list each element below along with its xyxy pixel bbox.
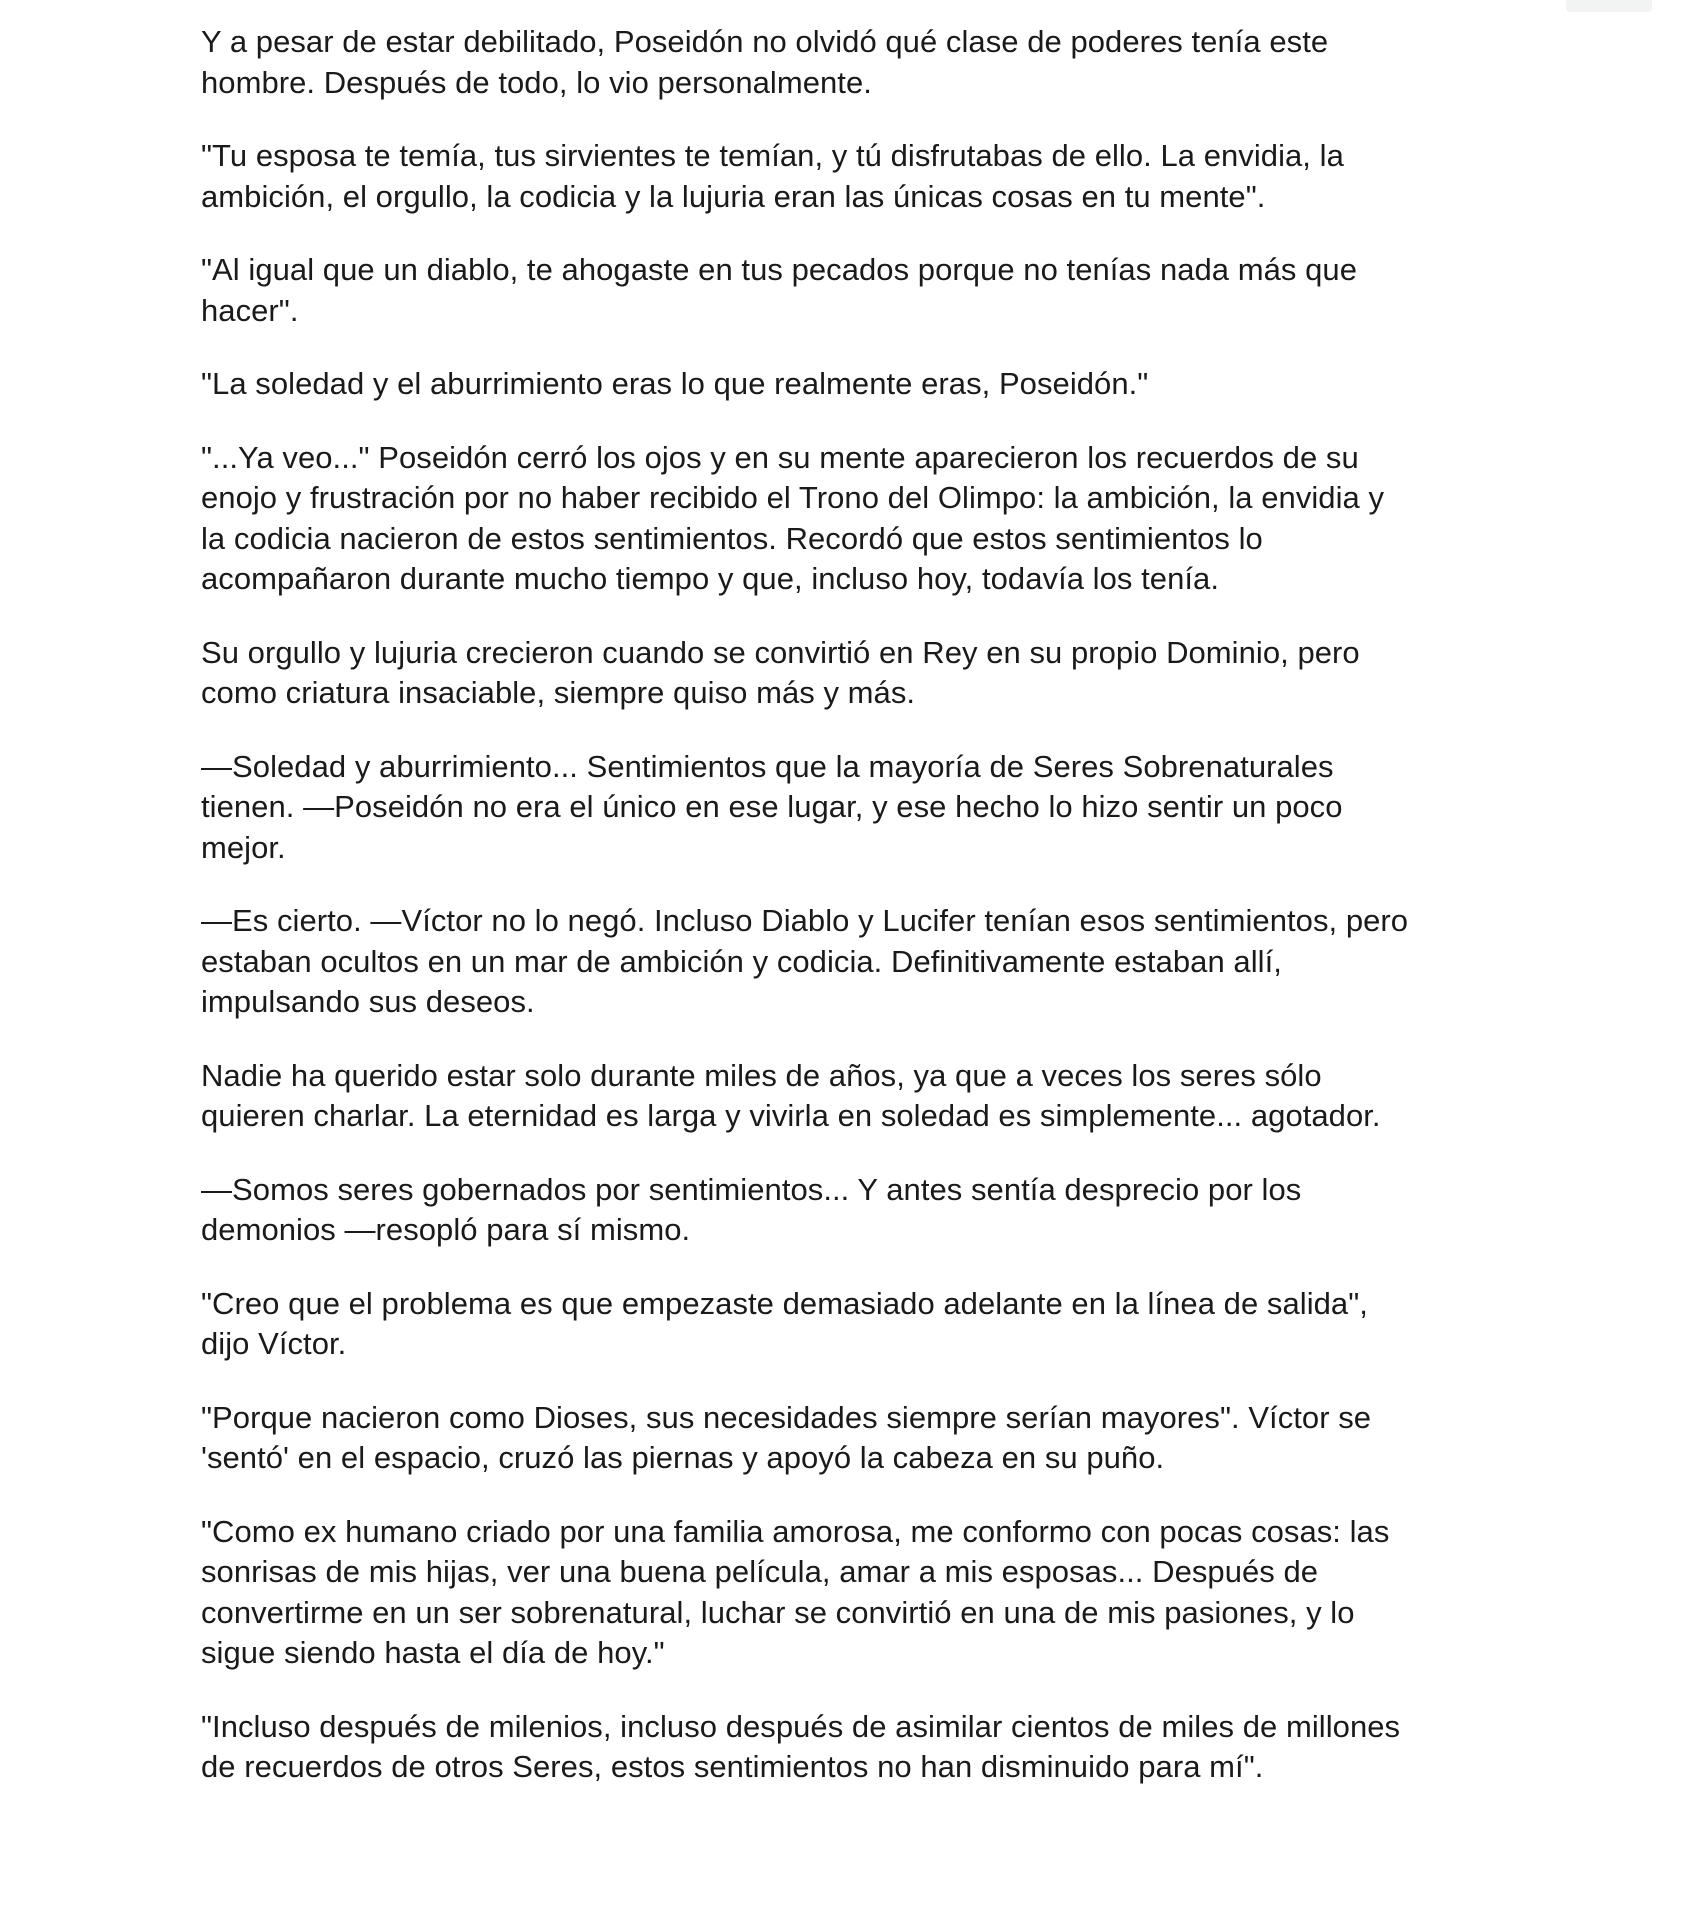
paragraph-line: "La soledad y el aburrimiento eras lo que realmente eras, Poseidón." bbox=[201, 366, 1149, 401]
paragraph bbox=[201, 438, 1531, 600]
paragraph bbox=[201, 250, 1531, 331]
paragraph-line: impulsando sus deseos. bbox=[201, 984, 535, 1019]
paragraph-line: "Como ex humano criado por una familia amorosa, me conformo con pocas cosas: las bbox=[201, 1513, 1390, 1549]
paragraph-line: sigue siendo hasta el día de hoy." bbox=[201, 1635, 665, 1670]
paragraph-line: tienen. —Poseidón no era el único en ese lugar, y ese hecho lo hizo sentir un poco bbox=[201, 789, 1343, 824]
paragraph-line: sonrisas de mis hijas, ver una buena película, amar a mis esposas... Después de bbox=[201, 1554, 1319, 1589]
paragraph-line: Y a pesar de estar debilitado, Poseidón no olvidó qué clase de poderes tenía este bbox=[201, 24, 1329, 59]
paragraph-line: la codicia nacieron de estos sentimientos. Recordó que estos sentimientos lo bbox=[201, 520, 1263, 556]
paragraph bbox=[201, 22, 1531, 103]
paragraph-line: dijo Víctor. bbox=[201, 1326, 347, 1361]
paragraph-line: —Es cierto. —Víctor no lo negó. Incluso Diablo y Lucifer tenían esos sentimientos, pero bbox=[201, 903, 1409, 938]
paragraph-line: demonios —resopló para sí mismo. bbox=[201, 1212, 691, 1247]
paragraph-line: hombre. Después de todo, lo vio personalmente. bbox=[201, 64, 872, 100]
paragraph bbox=[201, 1056, 1531, 1137]
paragraph-line: "Creo que el problema es que empezaste demasiado adelante en la línea de salida", bbox=[201, 1285, 1368, 1321]
paragraph-line: Nadie ha querido estar solo durante miles de años, ya que a veces los seres sólo bbox=[201, 1057, 1322, 1093]
paragraph-line: "...Ya veo..." Poseidón cerró los ojos y en su mente aparecieron los recuerdos de su bbox=[201, 439, 1359, 475]
paragraph-line: hacer". bbox=[201, 292, 299, 328]
paragraph bbox=[201, 136, 1531, 217]
paragraph-line: como criatura insaciable, siempre quiso más y más. bbox=[201, 675, 916, 710]
paragraph bbox=[201, 1284, 1531, 1365]
paragraph bbox=[201, 747, 1531, 869]
paragraph bbox=[201, 1707, 1531, 1788]
document-body bbox=[201, 22, 1531, 1821]
paragraph-line: ambición, el orgullo, la codicia y la lujuria eran las únicas cosas en tu mente". bbox=[201, 178, 1266, 214]
paragraph-line: convertirme en un ser sobrenatural, luchar se convirtió en una de mis pasiones, y lo bbox=[201, 1594, 1355, 1630]
paragraph bbox=[201, 1398, 1531, 1479]
paragraph-line: "Incluso después de milenios, incluso después de asimilar cientos de miles de millones bbox=[201, 1708, 1401, 1744]
paragraph-line: "Al igual que un diablo, te ahogaste en tus pecados porque no tenías nada más que bbox=[201, 252, 1358, 287]
paragraph-line: 'sentó' en el espacio, cruzó las piernas y apoyó la cabeza en su puño. bbox=[201, 1440, 1165, 1475]
paragraph bbox=[201, 901, 1531, 1023]
paragraph bbox=[201, 1512, 1531, 1674]
paragraph-line: estaban ocultos en un mar de ambición y codicia. Definitivamente estaban allí, bbox=[201, 943, 1282, 979]
paragraph bbox=[201, 633, 1531, 714]
paragraph bbox=[201, 1170, 1531, 1251]
paragraph-line: de recuerdos de otros Seres, estos sentimientos no han disminuido para mí". bbox=[201, 1749, 1264, 1784]
paragraph-line: enojo y frustración por no haber recibido el Trono del Olimpo: la ambición, la envidia y bbox=[201, 480, 1385, 515]
page-corner-mark bbox=[1566, 0, 1652, 12]
paragraph-line: "Tu esposa te temía, tus sirvientes te temían, y tú disfrutabas de ello. La envidia, la bbox=[201, 138, 1344, 173]
paragraph bbox=[201, 364, 1531, 405]
paragraph-line: mejor. bbox=[201, 829, 286, 865]
paragraph-line: Su orgullo y lujuria crecieron cuando se convirtió en Rey en su propio Dominio, pero bbox=[201, 634, 1360, 670]
paragraph-line: acompañaron durante mucho tiempo y que, incluso hoy, todavía los tenía. bbox=[201, 561, 1219, 596]
paragraph-line: —Somos seres gobernados por sentimientos... Y antes sentía desprecio por los bbox=[201, 1171, 1302, 1207]
paragraph-line: quieren charlar. La eternidad es larga y vivirla en soledad es simplemente... agotador. bbox=[201, 1098, 1381, 1133]
paragraph-line: "Porque nacieron como Dioses, sus necesidades siempre serían mayores". Víctor se bbox=[201, 1399, 1372, 1435]
paragraph-line: —Soledad y aburrimiento... Sentimientos que la mayoría de Seres Sobrenaturales bbox=[201, 748, 1334, 784]
